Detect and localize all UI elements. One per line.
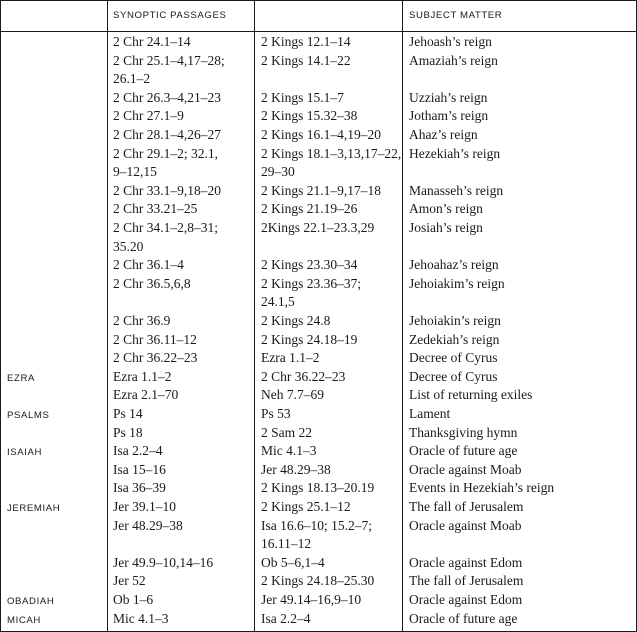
table-row [1,331,636,350]
parallel-passage [261,331,401,350]
subject-matter: Jehoash’s reign [409,34,492,49]
subject-matter: The fall of Jerusalem [409,499,524,514]
book-label: JEREMIAH [7,503,61,514]
subject-matter: Oracle of future age [409,443,518,459]
parallel-passage [261,442,401,461]
synoptic-passage [113,517,251,536]
synoptic-passage-line: Ezra 2.1–70 [113,387,179,403]
table-row [1,368,636,387]
synoptic-passage-line: Isa 15–16 [113,461,166,477]
synoptic-passage-line: 2 Chr 33.1–9,18–20 [113,182,221,198]
synoptic-passage-line: 35.20 [113,238,144,254]
synoptic-passage [113,219,251,256]
synoptic-passage [113,200,251,219]
synoptic-passage [113,572,251,591]
parallel-passage [261,89,401,108]
parallel-passage [261,498,401,517]
table-row [1,182,636,201]
synoptic-passage [113,182,251,201]
synoptic-passage [113,107,251,126]
parallel-passage-line: 2 Kings 24.18–19 [261,331,358,347]
synoptic-passage [113,312,251,331]
parallel-passage [261,33,401,52]
synoptic-passage [113,424,251,443]
parallel-passage [261,610,401,629]
parallel-passage-line: 2Kings 22.1–23.3,29 [261,220,375,235]
table-row [1,572,636,591]
parallel-passage [261,479,401,498]
book-label: PSALMS [7,410,50,421]
synoptic-passage [113,461,251,480]
synoptic-passage [113,52,251,89]
subject-matter: List of returning exiles [409,387,533,403]
parallel-passage-line: 2 Kings 24.8 [261,313,331,328]
synoptic-passage [113,145,251,182]
synoptic-passage-line: 2 Chr 36.22–23 [113,350,198,366]
subject-matter: Decree of Cyrus [409,350,498,366]
book-label: EZRA [7,372,35,384]
synoptic-passage-line: 2 Chr 28.1–4,26–27 [113,127,221,142]
parallel-passage [261,405,401,424]
synoptic-passage [113,405,251,424]
table-row [1,52,636,89]
table-row [1,312,636,331]
subject-matter: Josiah’s reign [409,220,483,235]
parallel-passage [261,386,401,405]
parallel-passage [261,368,401,387]
synoptic-passage [113,386,251,405]
synoptic-passage [113,591,251,610]
parallel-passage-line: 2 Sam 22 [261,424,313,440]
parallel-passage-line: 2 Kings 21.19–26 [261,201,358,217]
subject-matter: Oracle against Edom [409,592,523,607]
parallel-passage-line: 2 Kings 14.1–22 [261,52,351,68]
subject-matter: Amon’s reign [409,201,483,217]
parallel-passage-line: Mic 4.1–3 [261,443,317,459]
parallel-passage-line: 2 Kings 15.1–7 [261,89,344,105]
book-label: MICAH [7,614,41,626]
synoptic-passage [113,89,251,108]
table-row [1,33,636,52]
synoptic-passage-line: 2 Chr 34.1–2,8–31; [113,220,219,235]
table-row [1,275,636,312]
table-row [1,554,636,573]
synoptic-passage-line: Ob 1–6 [113,592,154,607]
parallel-passage-line: Ezra 1.1–2 [261,350,320,366]
synoptic-passage-line: Mic 4.1–3 [113,610,169,626]
synoptic-passage [113,479,251,498]
synoptic-passage [113,33,251,52]
subject-matter: Zedekiah’s reign [409,331,500,347]
subject-matter: Amaziah’s reign [409,52,498,68]
synoptic-passage [113,275,251,294]
book-label: ISAIAH [7,447,43,459]
parallel-passage-line: Jer 49.14–16,9–10 [261,592,362,607]
header-divider [1,31,636,32]
synoptic-passage-line: 2 Chr 36.9 [113,313,171,328]
parallel-passage-line: Neh 7.7–69 [261,387,324,403]
parallel-passage-line: 2 Chr 36.22–23 [261,368,346,384]
subject-matter: Uzziah’s reign [409,89,488,105]
table-row [1,349,636,368]
parallel-passage [261,554,401,573]
subject-matter: Hezekiah’s reign [409,145,501,161]
table-row [1,424,636,443]
synoptic-passage-line: Ps 18 [113,424,143,440]
table-row [1,145,636,182]
synoptic-passage [113,349,251,368]
header-subject-matter: SUBJECT MATTER [409,10,503,21]
synoptic-passage-line: 2 Chr 36.11–12 [113,331,197,347]
parallel-passage [261,256,401,275]
book-label: OBADIAH [7,596,55,607]
table-row [1,386,636,405]
synoptic-passage-line: 2 Chr 24.1–14 [113,34,191,49]
table-row [1,126,636,145]
parallel-passage [261,312,401,331]
parallel-passage-line: 2 Kings 24.18–25.30 [261,573,375,589]
parallel-passage-line: 24.1,5 [261,294,295,310]
synoptic-passage-line: Jer 48.29–38 [113,517,183,533]
parallel-passage [261,424,401,443]
synoptic-passage-line: 2 Chr 29.1–2; 32.1, [113,145,219,161]
parallel-passage-line: Isa 16.6–10; 15.2–7; [261,517,372,533]
parallel-passage [261,349,401,368]
table-row [1,479,636,498]
subject-matter: Oracle against Edom [409,554,523,570]
parallel-passage-line: 2 Kings 18.1–3,13,17–22, [261,145,402,161]
synoptic-passage-line: Isa 2.2–4 [113,443,163,459]
parallel-passage [261,517,401,554]
synoptic-passage-line: 2 Chr 27.1–9 [113,108,184,124]
parallel-passage-line: 29–30 [261,164,295,180]
parallel-passage-line: Ps 53 [261,406,291,421]
synoptic-passage-line: Ps 14 [113,406,143,421]
synoptic-passage-line: Jer 39.1–10 [113,499,176,514]
parallel-passage [261,591,401,610]
subject-matter: Lament [409,406,451,421]
parallel-passage-line: 2 Kings 23.36–37; [261,275,362,291]
parallel-passage-line: 2 Kings 25.1–12 [261,499,351,514]
subject-matter: Jotham’s reign [409,108,489,124]
table-row [1,219,636,256]
table-row [1,610,636,629]
parallel-passage [261,461,401,480]
parallel-passage-line: 2 Kings 21.1–9,17–18 [261,182,382,198]
table-row [1,200,636,219]
parallel-passage-line: 2 Kings 16.1–4,19–20 [261,127,382,142]
parallel-passage-line: Ob 5–6,1–4 [261,554,325,570]
synoptic-passage-line: 2 Chr 25.1–4,17–28; [113,52,225,68]
subject-matter: Thanksgiving hymn [409,424,518,440]
parallel-passage-line: 16.11–12 [261,536,312,552]
subject-matter: Oracle of future age [409,610,518,626]
synoptic-passage-line: 2 Chr 36.5,6,8 [113,275,191,291]
subject-matter: Decree of Cyrus [409,368,498,384]
parallel-passage [261,572,401,591]
parallel-passage [261,107,401,126]
synoptic-passage-line: Jer 49.9–10,14–16 [113,554,214,570]
subject-matter: Oracle against Moab [409,461,522,477]
subject-matter: Events in Hezekiah’s reign [409,480,555,496]
subject-matter: The fall of Jerusalem [409,573,524,589]
synoptic-passage-line: 9–12,15 [113,164,157,180]
synoptic-passage [113,126,251,145]
synoptic-passage [113,256,251,275]
synoptic-passage [113,442,251,461]
parallel-passage [261,200,401,219]
table-row [1,107,636,126]
table-row [1,517,636,554]
subject-matter: Ahaz’s reign [409,127,478,142]
synoptic-passage-line: 26.1–2 [113,71,151,87]
parallel-passage-line: 2 Kings 23.30–34 [261,257,358,273]
table-row [1,256,636,275]
synoptic-passage-line: 2 Chr 36.1–4 [113,257,184,273]
parallel-passage-line: 2 Kings 18.13–20.19 [261,480,375,496]
synoptic-passage-line: Isa 36–39 [113,480,166,496]
synoptic-passage [113,331,251,350]
synoptic-passage-line: Jer 52 [113,573,146,589]
parallel-passage-line: 2 Kings 12.1–14 [261,34,351,49]
parallel-passage [261,219,401,238]
synoptic-passage [113,368,251,387]
synoptic-passage-line: Ezra 1.1–2 [113,368,172,384]
subject-matter: Manasseh’s reign [409,182,504,198]
table-row [1,442,636,461]
header-synoptic-passages: SYNOPTIC PASSAGES [113,10,227,21]
parallel-passage [261,275,401,312]
parallel-passage-line: 2 Kings 15.32–38 [261,108,358,124]
subject-matter: Oracle against Moab [409,517,522,533]
synoptic-passage-line: 2 Chr 33.21–25 [113,201,198,217]
table-row [1,405,636,424]
synoptic-passage [113,610,251,629]
parallel-passage-line: Isa 2.2–4 [261,610,311,626]
subject-matter: Jehoiakim’s reign [409,275,505,291]
subject-matter: Jehoiakin’s reign [409,313,501,328]
parallel-passage [261,52,401,71]
synoptic-passage-line: 2 Chr 26.3–4,21–23 [113,89,221,105]
synoptic-passage [113,498,251,517]
subject-matter: Jehoahaz’s reign [409,257,499,273]
parallel-passage-line: Jer 48.29–38 [261,461,331,477]
parallel-passage [261,145,401,182]
table-row [1,461,636,480]
parallel-passage [261,182,401,201]
table-row [1,498,636,517]
table-row [1,591,636,610]
synoptic-passage [113,554,251,573]
parallel-passage [261,126,401,145]
table-row [1,89,636,108]
